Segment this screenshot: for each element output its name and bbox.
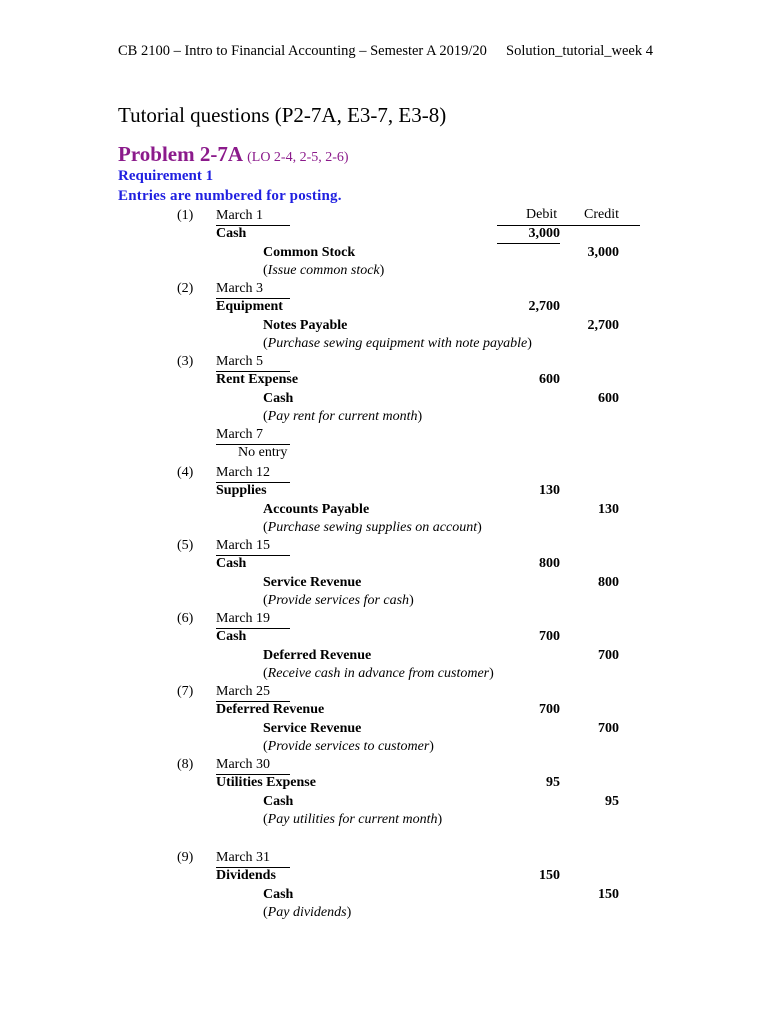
no-entry-row bbox=[0, 444, 768, 462]
debit-amount: 700 bbox=[539, 702, 560, 718]
credit-amount: 600 bbox=[598, 390, 619, 406]
credit-column-header: Credit bbox=[584, 207, 619, 222]
header-course: CB 2100 – Intro to Financial Accounting – Semester A 2019/20 bbox=[118, 43, 487, 59]
entry-description: (Purchase sewing equipment with note payable) bbox=[263, 335, 532, 351]
credit-row bbox=[0, 720, 768, 738]
entry-date-row bbox=[0, 280, 768, 298]
entry-date-text: March 31 bbox=[216, 849, 290, 868]
problem-lo: (LO 2-4, 2-5, 2-6) bbox=[247, 150, 349, 165]
requirement-heading: Requirement 1 bbox=[118, 168, 214, 184]
entry-date-row bbox=[0, 683, 768, 701]
entry-date bbox=[216, 756, 290, 775]
debit-amount: 800 bbox=[539, 556, 560, 572]
debit-account: Cash bbox=[216, 629, 247, 645]
credit-account: Service Revenue bbox=[263, 720, 362, 736]
entry-number: (1) bbox=[177, 208, 194, 223]
entry-date-row bbox=[0, 353, 768, 371]
entry-description-text: Pay dividends bbox=[267, 904, 347, 920]
credit-row bbox=[0, 793, 768, 811]
entry-number: (6) bbox=[177, 611, 194, 626]
credit-row bbox=[0, 244, 768, 262]
credit-amount: 700 bbox=[598, 720, 619, 736]
entry-date-row bbox=[0, 537, 768, 555]
problem-title: Problem 2-7A bbox=[118, 142, 242, 166]
entry-date-text: March 7 bbox=[216, 426, 290, 445]
credit-amount: 130 bbox=[598, 501, 619, 517]
entry-description: (Receive cash in advance from customer) bbox=[263, 665, 494, 681]
debit-column-header: Debit bbox=[526, 207, 558, 222]
debit-row bbox=[0, 371, 768, 389]
entry-description: (Issue common stock) bbox=[263, 262, 385, 278]
entry-description-text: Pay utilities for current month bbox=[267, 811, 438, 827]
entry-date bbox=[216, 464, 290, 483]
entry-date bbox=[216, 353, 290, 372]
debit-total-rule bbox=[497, 243, 560, 244]
debit-amount: 130 bbox=[539, 483, 560, 499]
entry-date bbox=[216, 610, 290, 629]
credit-account: Service Revenue bbox=[263, 574, 362, 590]
header-file: Solution_tutorial_week 4 bbox=[506, 43, 653, 59]
entry-date bbox=[216, 537, 290, 556]
entry-description-text: Receive cash in advance from customer bbox=[267, 665, 490, 681]
entry-description: (Provide services to customer) bbox=[263, 738, 434, 754]
debit-row bbox=[0, 225, 768, 243]
credit-amount: 700 bbox=[598, 647, 619, 663]
entry-description-text: Purchase sewing supplies on account bbox=[267, 519, 478, 535]
credit-row bbox=[0, 574, 768, 592]
credit-account: Deferred Revenue bbox=[263, 647, 372, 663]
entry-date bbox=[216, 683, 290, 702]
problem-heading bbox=[118, 142, 349, 167]
entry-date-text: March 3 bbox=[216, 280, 290, 299]
entry-description-text: Issue common stock bbox=[267, 262, 380, 278]
debit-account: Dividends bbox=[216, 868, 276, 884]
entry-date-row bbox=[0, 426, 768, 444]
entry-description-text: Purchase sewing equipment with note payable bbox=[267, 335, 528, 351]
credit-amount: 3,000 bbox=[587, 244, 619, 260]
description-row bbox=[0, 811, 768, 829]
no-entry-text: No entry bbox=[238, 445, 288, 461]
entry-number: (4) bbox=[177, 465, 194, 480]
debit-row bbox=[0, 482, 768, 500]
description-row bbox=[0, 738, 768, 756]
debit-amount: 2,700 bbox=[528, 299, 560, 315]
credit-account: Cash bbox=[263, 886, 294, 902]
entry-date-text: March 25 bbox=[216, 683, 290, 702]
debit-amount: 3,000 bbox=[528, 226, 560, 242]
credit-account: Common Stock bbox=[263, 244, 356, 260]
entry-number: (5) bbox=[177, 538, 194, 553]
entry-date-row bbox=[0, 756, 768, 774]
entry-date-text: March 5 bbox=[216, 353, 290, 372]
entry-date bbox=[216, 207, 290, 226]
credit-account: Cash bbox=[263, 390, 294, 406]
debit-row bbox=[0, 555, 768, 573]
debit-account: Cash bbox=[216, 226, 247, 242]
debit-row bbox=[0, 628, 768, 646]
entry-description: (Pay utilities for current month) bbox=[263, 811, 443, 827]
credit-amount: 95 bbox=[605, 793, 619, 809]
debit-account: Rent Expense bbox=[216, 372, 299, 388]
description-row bbox=[0, 904, 768, 922]
description-row bbox=[0, 592, 768, 610]
debit-account: Supplies bbox=[216, 483, 267, 499]
entry-date bbox=[216, 426, 290, 445]
entry-description-text: Pay rent for current month bbox=[267, 408, 418, 424]
debit-row bbox=[0, 701, 768, 719]
debit-amount: 95 bbox=[546, 775, 560, 791]
description-row bbox=[0, 262, 768, 280]
entry-date-text: March 30 bbox=[216, 756, 290, 775]
entry-description: (Purchase sewing supplies on account) bbox=[263, 519, 482, 535]
entry-description: (Pay dividends) bbox=[263, 904, 352, 920]
entry-date-row bbox=[0, 849, 768, 867]
tutorial-title: Tutorial questions (P2-7A, E3-7, E3-8) bbox=[118, 103, 447, 127]
debit-account: Deferred Revenue bbox=[216, 702, 325, 718]
entry-date bbox=[216, 280, 290, 299]
entry-date-text: March 19 bbox=[216, 610, 290, 629]
debit-row bbox=[0, 774, 768, 792]
entry-date-row bbox=[0, 464, 768, 482]
entry-description: (Pay rent for current month) bbox=[263, 408, 423, 424]
entry-number: (7) bbox=[177, 684, 194, 699]
description-row bbox=[0, 408, 768, 426]
debit-amount: 700 bbox=[539, 629, 560, 645]
debit-row bbox=[0, 298, 768, 316]
credit-row bbox=[0, 390, 768, 408]
entry-number: (8) bbox=[177, 757, 194, 772]
posting-note: Entries are numbered for posting. bbox=[118, 188, 342, 204]
debit-row bbox=[0, 867, 768, 885]
credit-amount: 2,700 bbox=[587, 317, 619, 333]
credit-account: Accounts Payable bbox=[263, 501, 370, 517]
entry-date-text: March 1 bbox=[216, 207, 290, 226]
entry-date-row bbox=[0, 610, 768, 628]
debit-account: Utilities Expense bbox=[216, 775, 316, 791]
debit-amount: 150 bbox=[539, 868, 560, 884]
credit-account: Notes Payable bbox=[263, 317, 348, 333]
description-row bbox=[0, 335, 768, 353]
credit-row bbox=[0, 647, 768, 665]
entry-date-row bbox=[0, 207, 768, 225]
description-row bbox=[0, 665, 768, 683]
credit-row bbox=[0, 317, 768, 335]
entry-number: (9) bbox=[177, 850, 194, 865]
entry-description-text: Provide services to customer bbox=[267, 738, 430, 754]
credit-account: Cash bbox=[263, 793, 294, 809]
debit-account: Equipment bbox=[216, 299, 283, 315]
entry-number: (3) bbox=[177, 354, 194, 369]
credit-amount: 800 bbox=[598, 574, 619, 590]
entry-date-text: March 15 bbox=[216, 537, 290, 556]
debit-account: Cash bbox=[216, 556, 247, 572]
entry-date bbox=[216, 849, 290, 868]
entry-description: (Provide services for cash) bbox=[263, 592, 414, 608]
description-row bbox=[0, 519, 768, 537]
entry-date-text: March 12 bbox=[216, 464, 290, 483]
credit-row bbox=[0, 886, 768, 904]
credit-row bbox=[0, 501, 768, 519]
entry-description-text: Provide services for cash bbox=[267, 592, 410, 608]
credit-amount: 150 bbox=[598, 886, 619, 902]
entry-number: (2) bbox=[177, 281, 194, 296]
debit-amount: 600 bbox=[539, 372, 560, 388]
